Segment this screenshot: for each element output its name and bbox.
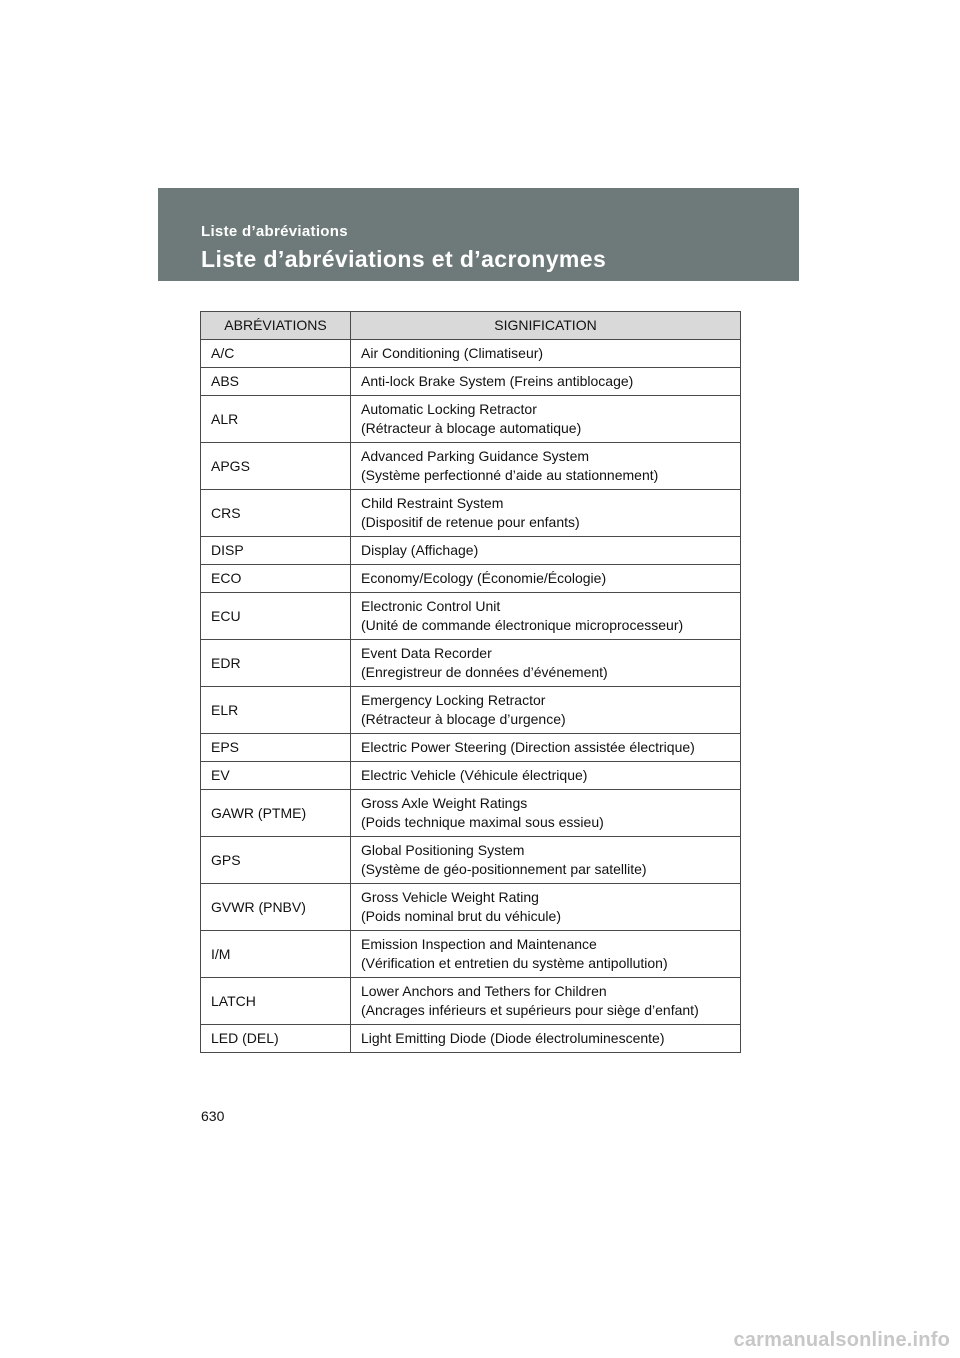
signification-line: Emergency Locking Retractor	[361, 692, 546, 708]
table-row	[201, 687, 741, 734]
signification-cell	[351, 593, 741, 640]
abbreviation-cell: I/M	[201, 931, 351, 978]
table-row	[201, 762, 741, 790]
watermark: carmanualsonline.info	[733, 1329, 950, 1351]
abbreviation-cell: EPS	[201, 734, 351, 762]
section-label: Liste d’abréviations	[201, 223, 348, 240]
signification-cell	[351, 687, 741, 734]
signification-line: Economy/Ecology (Économie/Écologie)	[361, 570, 607, 586]
abbreviations-table	[200, 311, 741, 1053]
abbreviation-cell: CRS	[201, 490, 351, 537]
signification-line: Gross Axle Weight Ratings	[361, 795, 528, 811]
table-row	[201, 978, 741, 1025]
page-title: Liste d’abréviations et d’acronymes	[201, 246, 607, 272]
column-header-abbreviations: ABRÉVIATIONS	[201, 312, 351, 340]
table-row	[201, 837, 741, 884]
signification-line: Electronic Control Unit	[361, 598, 501, 614]
abbreviation-cell: GVWR (PNBV)	[201, 884, 351, 931]
signification-line: Child Restraint System	[361, 495, 504, 511]
signification-line: Emission Inspection and Maintenance	[361, 936, 597, 952]
signification-line: Automatic Locking Retractor	[361, 401, 537, 417]
abbreviation-cell: A/C	[201, 340, 351, 368]
table-row	[201, 368, 741, 396]
signification-line: (Vérification et entretien du système antipollution)	[361, 955, 668, 971]
signification-cell	[351, 884, 741, 931]
signification-cell	[351, 537, 741, 565]
signification-line: Light Emitting Diode (Diode électroluminescente)	[361, 1030, 665, 1046]
table-row	[201, 340, 741, 368]
abbreviation-cell: ECU	[201, 593, 351, 640]
signification-line: (Système perfectionné d’aide au stationnement)	[361, 467, 659, 483]
abbreviation-cell: LED (DEL)	[201, 1025, 351, 1053]
signification-line: (Poids technique maximal sous essieu)	[361, 814, 604, 830]
signification-line: Anti-lock Brake System (Freins antiblocage)	[361, 373, 634, 389]
page-number: 630	[201, 1108, 225, 1124]
signification-cell	[351, 443, 741, 490]
abbreviation-cell: EDR	[201, 640, 351, 687]
table-row	[201, 490, 741, 537]
abbreviation-cell: ECO	[201, 565, 351, 593]
table-row	[201, 537, 741, 565]
signification-line: Advanced Parking Guidance System	[361, 448, 590, 464]
table-row	[201, 734, 741, 762]
signification-line: (Rétracteur à blocage automatique)	[361, 420, 582, 436]
signification-cell	[351, 340, 741, 368]
signification-line: Air Conditioning (Climatiseur)	[361, 345, 544, 361]
signification-cell	[351, 790, 741, 837]
signification-line: (Ancrages inférieurs et supérieurs pour siège d’enfant)	[361, 1002, 699, 1018]
abbreviation-cell: EV	[201, 762, 351, 790]
abbreviation-cell: APGS	[201, 443, 351, 490]
abbreviation-cell: ALR	[201, 396, 351, 443]
signification-line: Electric Power Steering (Direction assistée électrique)	[361, 739, 695, 755]
signification-cell	[351, 640, 741, 687]
abbreviation-cell: LATCH	[201, 978, 351, 1025]
signification-cell	[351, 837, 741, 884]
signification-line: Display (Affichage)	[361, 542, 479, 558]
signification-cell	[351, 734, 741, 762]
signification-line: (Enregistreur de données d’événement)	[361, 664, 608, 680]
signification-line: (Dispositif de retenue pour enfants)	[361, 514, 580, 530]
signification-line: Lower Anchors and Tethers for Children	[361, 983, 607, 999]
table-header-row	[201, 312, 741, 340]
signification-cell	[351, 762, 741, 790]
signification-cell	[351, 396, 741, 443]
signification-line: (Unité de commande électronique microprocesseur)	[361, 617, 684, 633]
table-body	[201, 340, 741, 1053]
column-header-signification: SIGNIFICATION	[351, 312, 741, 340]
signification-line: Gross Vehicle Weight Rating	[361, 889, 539, 905]
signification-line: (Système de géo-positionnement par satellite)	[361, 861, 647, 877]
abbreviation-cell: ABS	[201, 368, 351, 396]
table-row	[201, 1025, 741, 1053]
signification-line: (Poids nominal brut du véhicule)	[361, 908, 561, 924]
table-row	[201, 931, 741, 978]
signification-cell	[351, 931, 741, 978]
table-row	[201, 593, 741, 640]
table-row	[201, 640, 741, 687]
table-row	[201, 790, 741, 837]
abbreviation-cell: GAWR (PTME)	[201, 790, 351, 837]
signification-line: Electric Vehicle (Véhicule électrique)	[361, 767, 588, 783]
signification-line: Event Data Recorder	[361, 645, 492, 661]
table-row	[201, 565, 741, 593]
table-row	[201, 884, 741, 931]
signification-cell	[351, 490, 741, 537]
signification-cell	[351, 368, 741, 396]
signification-cell	[351, 978, 741, 1025]
signification-cell	[351, 565, 741, 593]
abbreviation-cell: DISP	[201, 537, 351, 565]
abbreviation-cell: ELR	[201, 687, 351, 734]
signification-line: Global Positioning System	[361, 842, 525, 858]
signification-cell	[351, 1025, 741, 1053]
header-band	[158, 188, 799, 281]
signification-line: (Rétracteur à blocage d’urgence)	[361, 711, 566, 727]
abbreviation-cell: GPS	[201, 837, 351, 884]
table-row	[201, 396, 741, 443]
table-row	[201, 443, 741, 490]
